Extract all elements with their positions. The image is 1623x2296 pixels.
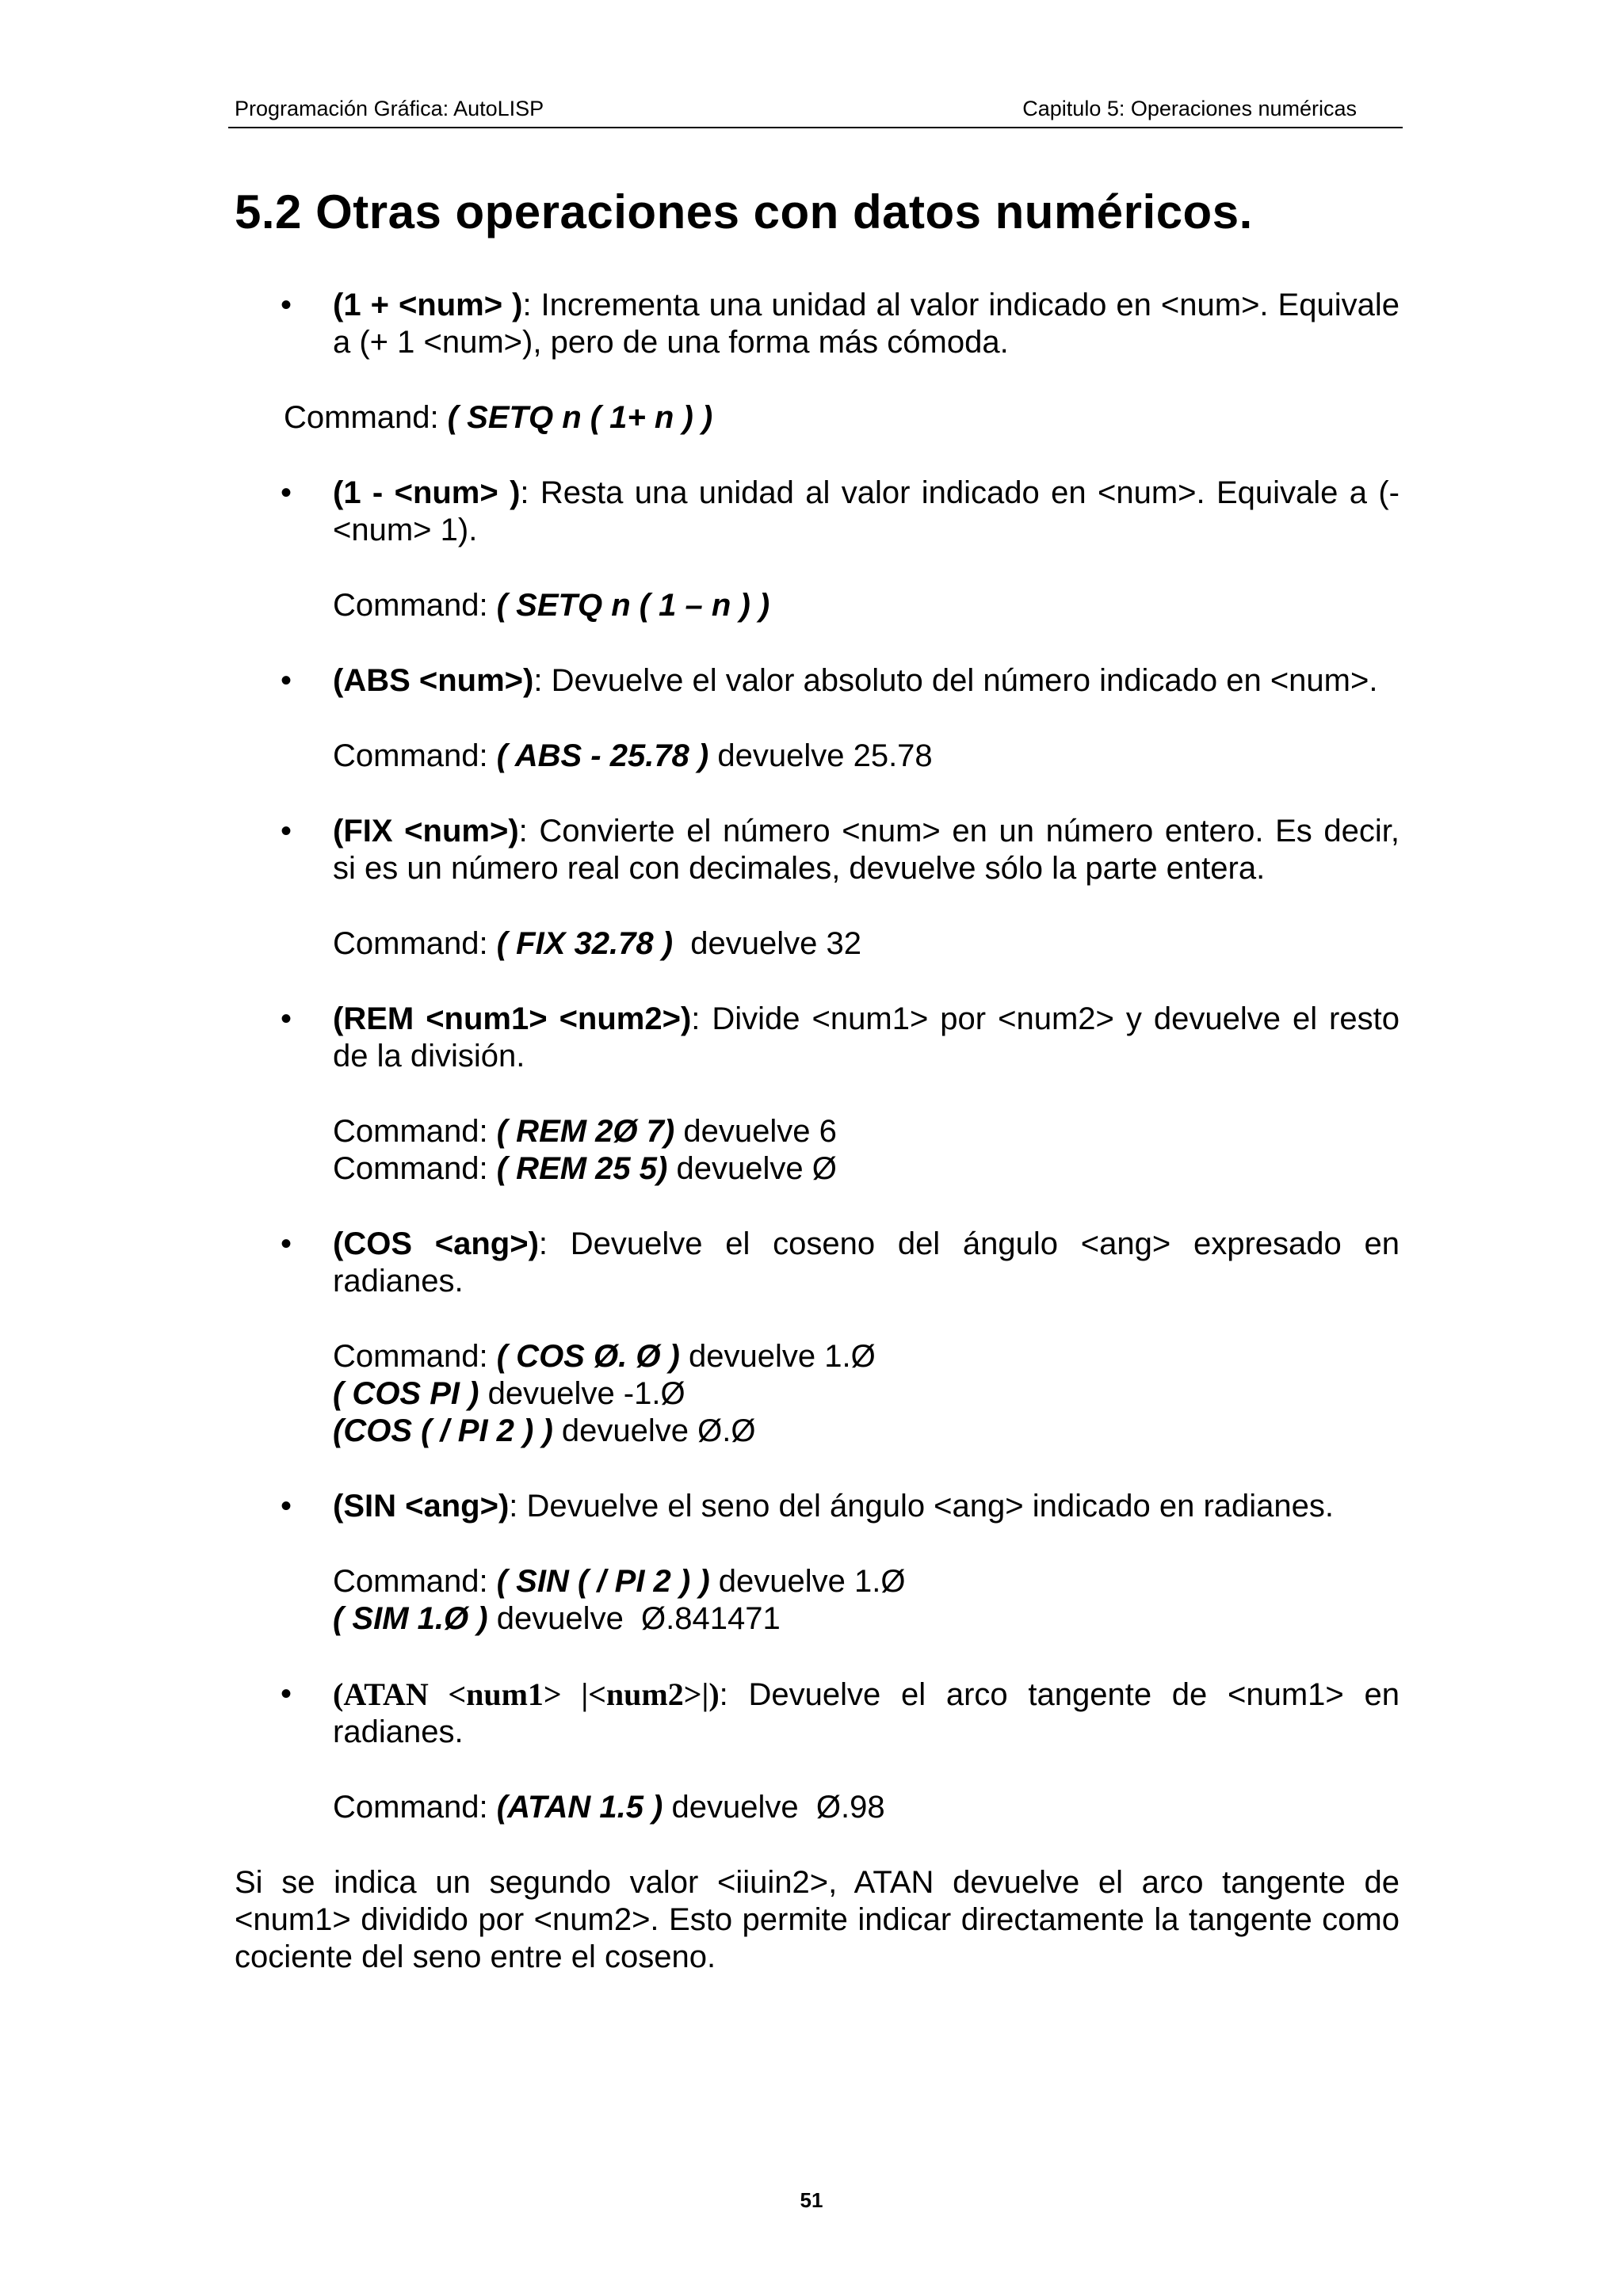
command-code: ( COS PI )	[333, 1376, 479, 1411]
function-term: (ATAN <num1> |<num2>|)	[333, 1676, 720, 1712]
list-item	[235, 1001, 1400, 1075]
command-line	[333, 1150, 1400, 1188]
page-number: 51	[800, 2188, 823, 2212]
function-term: (FIX <num>)	[333, 814, 519, 849]
list-item	[235, 662, 1400, 700]
command-prefix: Command:	[333, 1339, 497, 1374]
command-prefix: Command:	[284, 400, 448, 435]
list-item	[235, 475, 1400, 549]
function-description: : Devuelve el valor absoluto del número indicado en <num>.	[533, 663, 1378, 698]
list-item	[235, 1488, 1400, 1525]
command-example	[235, 925, 1400, 963]
command-example	[235, 1338, 1400, 1450]
function-description: : Incrementa una unidad al valor indicado en <num>. Equivale a (+ 1 <num>), pero de una forma más cómoda.	[333, 288, 1400, 360]
closing-paragraph: Si se indica un segundo valor <iiuin2>, ATAN devuelve el arco tangente de <num1> dividido por <num2>. Esto permite indicar directamente la tangente como cociente del seno entre el coseno.	[235, 1865, 1400, 1974]
page-content	[235, 184, 1400, 2008]
command-code: ( SIN ( / PI 2 ) )	[496, 1564, 710, 1599]
header-chapter-title: Capitulo 5: Operaciones numéricas	[1022, 97, 1357, 120]
command-code: ( ABS - 25.78 )	[496, 738, 709, 773]
command-result: devuelve Ø.98	[663, 1790, 885, 1825]
command-line	[333, 1113, 1400, 1150]
function-term: (1 + <num> )	[333, 288, 523, 322]
command-line	[333, 738, 1400, 775]
command-line	[333, 1789, 1400, 1826]
bullet-icon: •	[281, 1226, 292, 1261]
list-item	[235, 1676, 1400, 1751]
command-prefix: Command:	[333, 1790, 497, 1825]
function-description: : Devuelve el seno del ángulo <ang> indicado en radianes.	[509, 1489, 1335, 1524]
list-item	[235, 813, 1400, 887]
command-line	[333, 1563, 1400, 1600]
command-example	[235, 1113, 1400, 1188]
command-result: devuelve 6	[674, 1114, 837, 1149]
list-item	[235, 1226, 1400, 1300]
header-book-title: Programación Gráfica: AutoLISP	[235, 97, 544, 120]
command-result: devuelve 32	[673, 926, 862, 961]
bullet-icon: •	[281, 663, 292, 698]
command-prefix: Command:	[333, 738, 497, 773]
command-result: devuelve Ø	[667, 1151, 837, 1186]
section-title: 5.2 Otras operaciones con datos numéricos.	[235, 185, 1253, 238]
list-item	[235, 287, 1400, 361]
command-code: ( COS Ø. Ø )	[496, 1339, 680, 1374]
command-result: devuelve 25.78	[708, 738, 933, 773]
command-line	[333, 1600, 1400, 1638]
command-prefix: Command:	[333, 1114, 497, 1149]
command-code: (ATAN 1.5 )	[496, 1790, 663, 1825]
command-line	[333, 1338, 1400, 1375]
command-code: ( REM 2Ø 7)	[496, 1114, 675, 1149]
command-code: (COS ( / PI 2 ) )	[333, 1413, 553, 1448]
page-header	[228, 95, 1403, 128]
command-result: devuelve 1.Ø	[709, 1564, 906, 1599]
command-line	[333, 587, 1400, 624]
command-prefix: Command:	[333, 1564, 497, 1599]
command-result: devuelve Ø.Ø	[552, 1413, 756, 1448]
command-example	[235, 1563, 1400, 1638]
command-result: devuelve -1.Ø	[479, 1376, 685, 1411]
function-description: : Resta una unidad al valor indicado en <num>. Equivale a (- <num> 1).	[333, 475, 1400, 547]
function-description: : Devuelve el coseno del ángulo <ang> expresado en radianes.	[333, 1226, 1400, 1299]
command-example	[235, 1789, 1400, 1826]
function-description: : Convierte el número <num> en un número entero. Es decir, si es un número real con decimales, devuelve sólo la parte entera.	[333, 814, 1400, 886]
command-example	[235, 399, 1400, 437]
bullet-icon: •	[281, 475, 292, 510]
command-code: ( SETQ n ( 1+ n ) )	[447, 400, 713, 435]
command-prefix: Command:	[333, 588, 497, 623]
command-result: devuelve 1.Ø	[679, 1339, 876, 1374]
bullet-icon: •	[281, 1001, 292, 1036]
command-line	[333, 925, 1400, 963]
function-description: : Devuelve el arco tangente de <num1> en radianes.	[333, 1677, 1400, 1749]
command-code: ( SIM 1.Ø )	[333, 1601, 488, 1636]
command-example	[235, 587, 1400, 624]
function-term: (1 - <num> )	[333, 475, 521, 510]
command-line	[284, 399, 1400, 437]
function-term: (COS <ang>)	[333, 1226, 539, 1261]
command-code: ( SETQ n ( 1 – n ) )	[496, 588, 770, 623]
function-term: (REM <num1> <num2>)	[333, 1001, 692, 1036]
command-prefix: Command:	[333, 1151, 497, 1186]
bullet-icon: •	[281, 1676, 292, 1711]
bullet-icon: •	[281, 288, 292, 322]
function-description: : Divide <num1> por <num2> y devuelve el resto de la división.	[333, 1001, 1400, 1074]
command-line	[333, 1413, 1400, 1450]
command-code: ( FIX 32.78 )	[496, 926, 674, 961]
command-example	[235, 738, 1400, 775]
command-code: ( REM 25 5)	[496, 1151, 668, 1186]
command-result: devuelve Ø.841471	[487, 1601, 781, 1636]
function-term: (ABS <num>)	[333, 663, 534, 698]
bullet-icon: •	[281, 814, 292, 849]
function-term: (SIN <ang>)	[333, 1489, 510, 1524]
bullet-icon: •	[281, 1489, 292, 1524]
command-prefix: Command:	[333, 926, 497, 961]
command-line	[333, 1375, 1400, 1413]
